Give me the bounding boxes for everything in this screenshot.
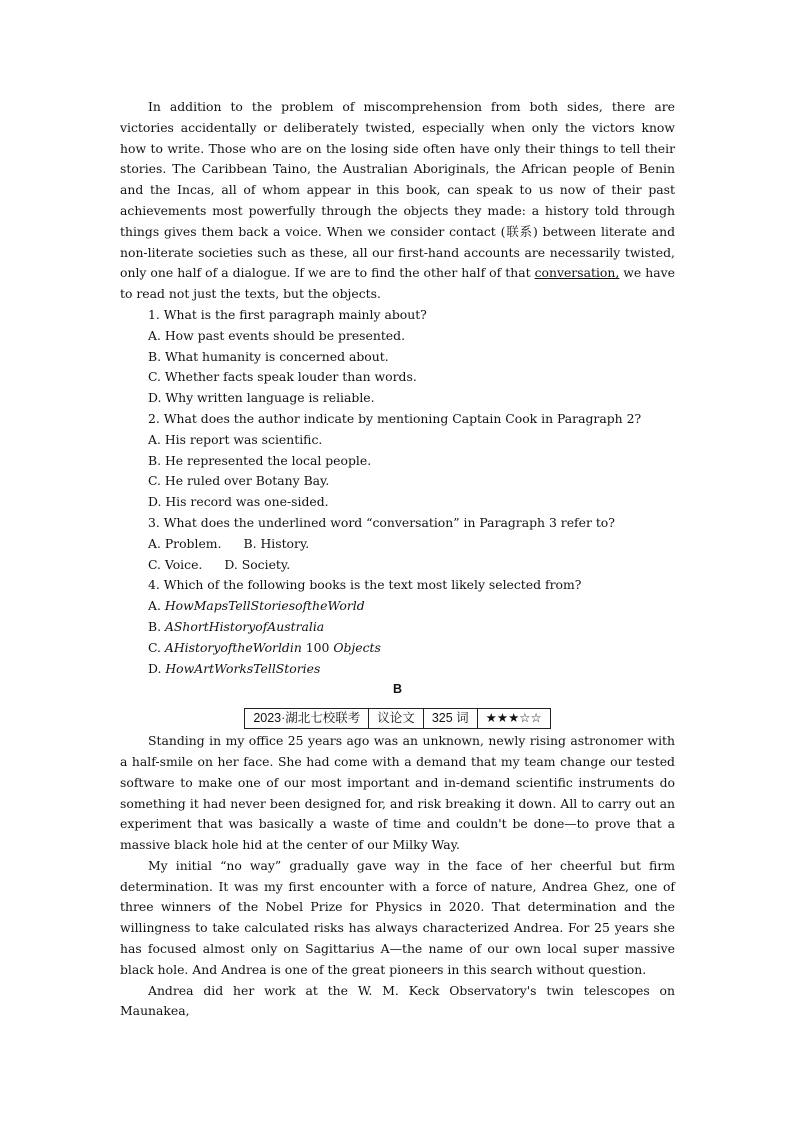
option-c: C. AHistoryoftheWorldin 100 Objects: [148, 639, 381, 655]
passage-b-paragraph-2: My initial “no way” gradually gave way in the face of her cheerful but firm determination. It was my first encounter with a force of nature, Andrea Ghez, one of three winners of the Nobel Prize for Physics in 2020. That determination and the willingness to take calculated risks has always characterized Andrea. For 25 years she has focused almost only on Sagittarius A—the name of our own local super massive black hole. And Andrea is one of the great pioneers in this search without question.: [120, 857, 675, 977]
underlined-word-conversation: conversation,: [534, 265, 620, 281]
option-d: D. HowArtWorksTellStories: [148, 660, 321, 676]
option-c: C. Whether facts speak louder than words.: [148, 369, 417, 385]
option-b: B. What humanity is concerned about.: [148, 348, 389, 364]
passage-info-table: [244, 708, 550, 729]
passage-b-paragraph-1: Standing in my office 25 years ago was an unknown, newly rising astronomer with a half-smile on her face. She had come with a demand that my team change our tested software to make one of our most important and in-demand scientific instruments do something it had never been designed for, and risk breaking it down. All to carry out an experiment that was basically a waste of time and couldn't be done—to prove that a massive black hole hid at the center of our Milky Way.: [120, 733, 675, 853]
option-b: B. He represented the local people.: [148, 452, 372, 468]
option-b: B. AShortHistoryofAustralia: [148, 618, 325, 634]
info-source: 2023·湖北七校联考: [245, 709, 369, 729]
option-d: D. Why written language is reliable.: [148, 390, 375, 406]
option-a: A. HowMapsTellStoriesoftheWorld: [148, 598, 365, 614]
option-a: A. His report was scientific.: [148, 431, 323, 447]
question-4: [120, 575, 675, 679]
option-a: A. Problem.: [148, 535, 222, 551]
section-b-title: B: [392, 682, 403, 697]
option-c: C. He ruled over Botany Bay.: [148, 473, 330, 489]
option-d: D. His record was one-sided.: [148, 494, 329, 510]
passage-a-paragraph: In addition to the problem of miscomprehension from both sides, there are victories accidentally or deliberately twisted, especially when only the victors know how to write. Those who are on the losing side often have only their things to tell their stories. The Caribbean Taino, the Australian Aboriginals, the African people of Benin and the Incas, all of whom appear in this book, can speak to us now of their past achievements most powerfully through the objects they made: a history told through things gives them back a voice. When we consider contact (联系) between literate and non-literate societies such as these, all our first-hand accounts are necessarily twisted, only one half of a dialogue. If we are to find the other half of that conversation, we have to read not just the texts, but the objects.: [120, 99, 675, 302]
info-genre: 议论文: [369, 709, 424, 729]
options-row-1: [120, 534, 675, 555]
option-a: A. How past events should be presented.: [148, 327, 406, 343]
info-word-count: 325 词: [423, 709, 477, 729]
option-c: C. Voice.: [148, 556, 203, 572]
question-stem: 4. Which of the following books is the text most likely selected from?: [148, 577, 582, 593]
question-2: [120, 409, 675, 513]
options-row-2: [120, 555, 675, 576]
document-body: [120, 97, 675, 1022]
question-3: [120, 513, 675, 575]
question-1: [120, 305, 675, 409]
info-difficulty-stars: ★★★☆☆: [477, 709, 550, 729]
question-stem: 2. What does the author indicate by mentioning Captain Cook in Paragraph 2?: [148, 410, 642, 426]
option-d: D. Society.: [224, 556, 291, 572]
option-b: B. History.: [243, 535, 310, 551]
question-stem: 3. What does the underlined word “conversation” in Paragraph 3 refer to?: [148, 514, 615, 530]
passage-b-paragraph-3: Andrea did her work at the W. M. Keck Observatory's twin telescopes on Maunakea,: [120, 982, 675, 1019]
question-stem: 1. What is the first paragraph mainly about?: [148, 306, 427, 322]
